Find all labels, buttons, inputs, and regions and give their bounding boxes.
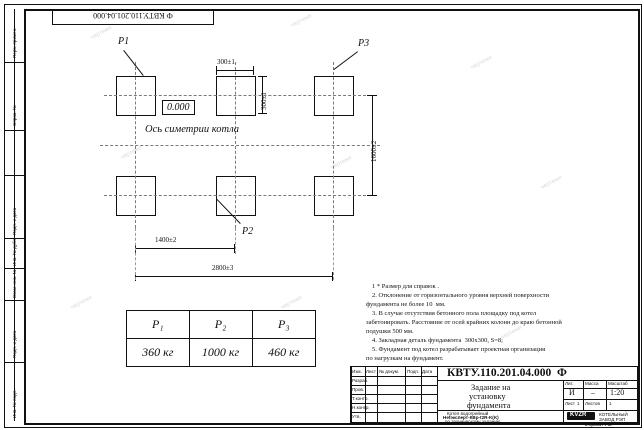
stage-header-scale: Масштаб	[608, 381, 628, 386]
dim-total-span: 2800±3	[212, 264, 234, 272]
sheets-label: Листов	[585, 401, 600, 406]
label-p2: P2	[242, 226, 254, 237]
top-title-text: Ф КВТУ.110.201.04.000	[93, 11, 173, 20]
pad-p1-bottom	[116, 176, 156, 216]
table-row-headers	[127, 311, 316, 339]
watermark: чертежи	[119, 144, 144, 162]
loads-header-p2: P₂	[189, 311, 252, 339]
stage-value: И	[569, 388, 575, 397]
pad-p3-bottom	[314, 176, 354, 216]
product-line-2: Неfэксперт-КВр-t2R-K(K)	[443, 415, 499, 420]
company-logo-icon	[567, 412, 595, 420]
stamp-header-data: Дата	[422, 369, 433, 374]
dim-pad-width: 300±1	[217, 58, 235, 66]
note-line-5: забетонировать. Расстояние от осей крайних колонн до краю бетонной	[366, 319, 562, 326]
watermark: чертежи	[89, 24, 114, 42]
margin-label-sign-date-1: Подп. и дата	[12, 207, 17, 235]
stamp-row-razrab: Разраб.	[352, 378, 369, 383]
product-line-1: Котел водогрейный	[447, 411, 489, 416]
pad-p3-top	[314, 76, 354, 116]
company-line-1: КОТЕЛЬНЫЙ	[599, 412, 628, 417]
stamp-row-tkontr: Т.контр.	[352, 396, 369, 401]
pad-p1-top	[116, 76, 156, 116]
sheet-inner-frame	[24, 9, 640, 425]
margin-label-inv-podl: Инв. № подл.	[12, 389, 17, 418]
sheet-label: Лист	[565, 401, 575, 406]
note-line-3: фундамента не более 10 мм.	[366, 301, 446, 308]
note-line-8: 5. Фундамент под котел разрабатывает проектная организация	[372, 346, 546, 353]
stage-header-lit: Лит.	[565, 381, 574, 386]
pad-center-top	[216, 76, 256, 116]
watermark: чертежи	[539, 174, 564, 192]
stage-header-mass: Масса	[585, 381, 599, 386]
margin-label-first-use: Перв. примен.	[12, 27, 17, 58]
top-title-box	[52, 9, 214, 25]
dim-pad-height: 300±1	[260, 92, 268, 110]
title-line-2: установку	[469, 391, 506, 401]
note-line-9: по нагрузкам на фундамент.	[366, 355, 444, 362]
title-line-3: фундамента	[467, 400, 511, 410]
elevation-mark: 0.000	[162, 100, 195, 115]
note-line-4: 3. В случае отсутствия бетонного пола площадку под котел	[372, 310, 537, 317]
margin-label-ref-no: Справ. №	[12, 105, 17, 126]
title-line-1: Задание на	[471, 382, 511, 392]
stamp-header-list: Лист	[366, 369, 376, 374]
table-row-values	[127, 339, 316, 367]
note-line-2: 2. Отклонение от горизонтального уровня верхней поверхности	[372, 292, 550, 299]
margin-label-sign-date-2: Подп. и дата	[12, 330, 17, 358]
label-p3: P3	[358, 38, 370, 49]
watermark: чертежи	[69, 294, 94, 312]
stamp-header-docnum: № докум.	[379, 369, 400, 374]
note-line-6: подушки 500 мм.	[366, 328, 414, 335]
loads-value-p1: 360 кг	[127, 339, 190, 367]
dim-vertical-span: 1600±2	[370, 140, 378, 162]
scale-value: 1:20	[610, 388, 625, 397]
watermark: чертежи	[279, 294, 304, 312]
margin-label-vzam-inv: Взам. инв. №	[12, 269, 17, 298]
stamp-header-podp: Подп.	[407, 369, 420, 374]
stamp-row-nkontr: Н.контр.	[352, 405, 370, 410]
title-block	[350, 366, 638, 423]
axis-caption: Ось симетрии котла	[145, 124, 240, 135]
sheet-value: 1	[577, 401, 580, 406]
dim-inner-span: 1400±2	[155, 236, 177, 244]
loads-value-p2: 1000 кг	[189, 339, 252, 367]
company-logo-text: KVZR	[570, 412, 587, 418]
loads-header-p1: P₁	[127, 311, 190, 339]
note-line-7: 4. Закладная деталь фундамента 300х300, Ѕ=8;	[372, 337, 503, 344]
note-line-1: 1 * Размер для справок .	[372, 283, 439, 290]
company-line-2: ЗАВОД РЭП	[599, 417, 626, 422]
watermark: чертежи	[289, 12, 314, 30]
stamp-header-izm: Изм.	[352, 369, 362, 374]
loads-header-p3: P₃	[252, 311, 315, 339]
stamp-row-utv: Утв.	[352, 414, 361, 419]
pad-p2-bottom	[216, 176, 256, 216]
sheets-value: 1	[609, 401, 612, 406]
watermark: чертежи	[499, 324, 524, 342]
watermark: чертежи	[329, 154, 354, 172]
stamp-row-prov: Пров.	[352, 387, 365, 392]
product-line-3: по техническому заданию	[445, 419, 501, 424]
sheet-format-label: Формат A3	[584, 422, 612, 428]
label-p1: P1	[118, 36, 130, 47]
doc-code: КВТУ.110.201.04.000 Ф	[447, 367, 567, 379]
mass-value: –	[591, 388, 595, 397]
margin-label-inv-dupl: Инв. № дубл.	[12, 237, 17, 266]
loads-value-p3: 460 кг	[252, 339, 315, 367]
watermark: чертежи	[469, 54, 494, 72]
loads-table	[126, 310, 316, 367]
